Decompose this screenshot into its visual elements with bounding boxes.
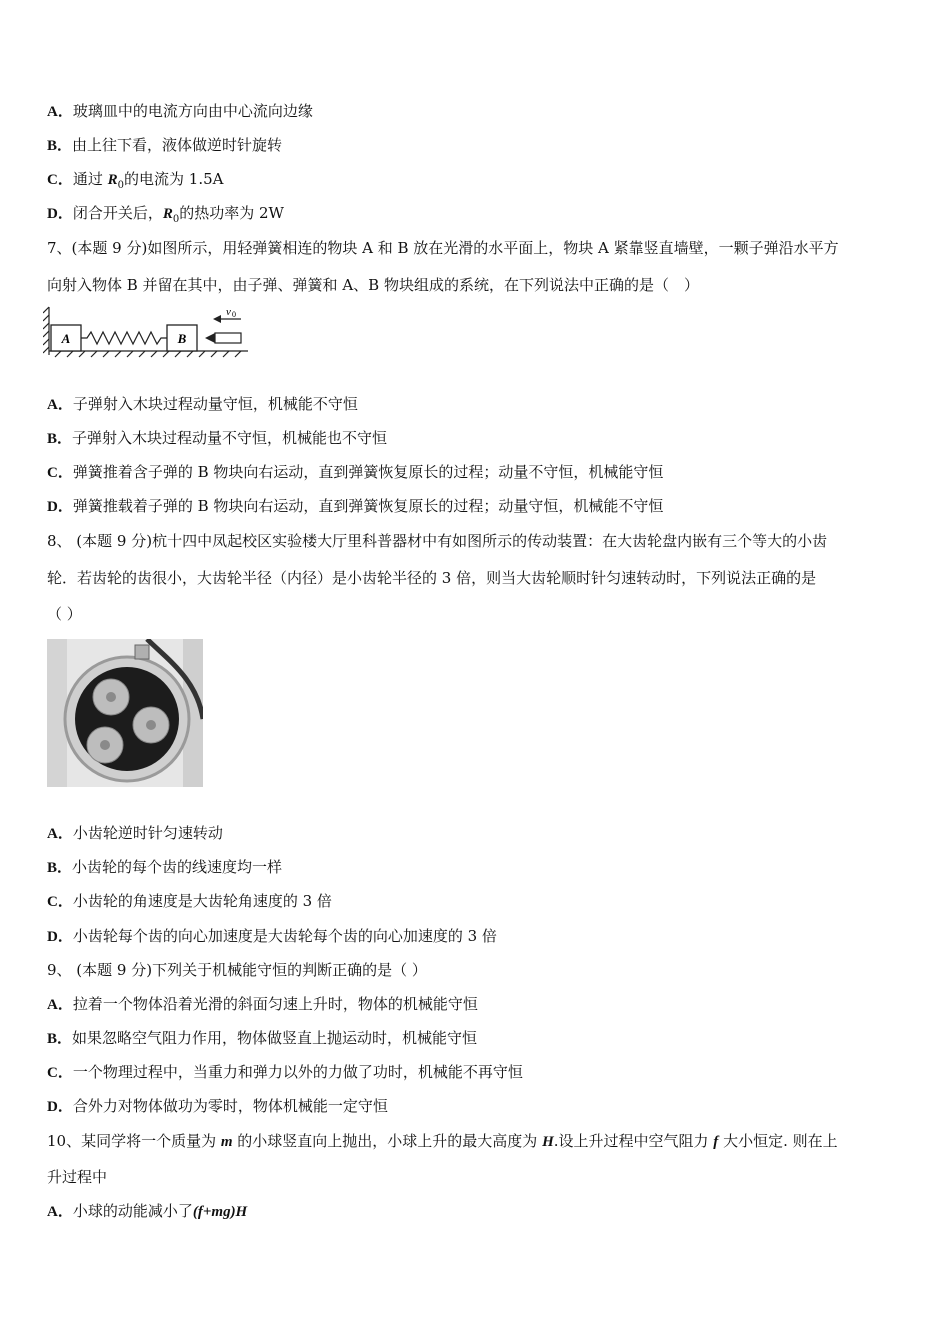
block-b-label: B: [177, 331, 187, 346]
block-a-label: A: [61, 331, 71, 346]
wall: [43, 307, 49, 355]
q9-stem: 9、 (本题 9 分)下列关于机械能守恒的判断正确的是（ ）: [47, 961, 427, 979]
q6-option-b: B．由上往下看，液体做逆时针旋转: [47, 136, 283, 154]
q9-option-b: B．如果忽略空气阻力作用，物体做竖直上抛运动时，机械能守恒: [47, 1029, 478, 1047]
q7-stem-line1: 7、(本题 9 分)如图所示，用轻弹簧相连的物块 A 和 B 放在光滑的水平面上，物块 A 紧靠竖直墙壁，一颗子弹沿水平方: [47, 239, 839, 257]
spring-block-diagram: [43, 305, 253, 360]
q9-option-c: C．一个物理过程中，当重力和弹力以外的力做了功时，机械能不再守恒: [47, 1063, 523, 1081]
q6-option-c: C．通过 $R_0$的电流为 1.5A: [47, 170, 224, 191]
q8-stem-line3: （ ）: [47, 605, 82, 623]
floor: [49, 351, 248, 357]
velocity-sub: 0: [232, 310, 236, 319]
q9-option-d: D．合外力对物体做功为零时，物体机械能一定守恒: [47, 1097, 388, 1115]
q7-option-a: A．子弹射入木块过程动量守恒，机械能不守恒: [47, 395, 358, 413]
q10-stem-line1: 10、某同学将一个质量为 m 的小球竖直向上抛出，小球上升的最大高度为 H.设上升过程中空气阻力 f 大小恒定. 则在上: [47, 1132, 838, 1150]
bullet: [205, 333, 241, 343]
q10-option-a: A．小球的动能减小了(f+mg)H: [47, 1202, 248, 1220]
q7-option-b: B．子弹射入木块过程动量不守恒，机械能也不守恒: [47, 429, 388, 447]
spring: [81, 332, 167, 344]
q8-option-a: A．小齿轮逆时针匀速转动: [47, 824, 223, 842]
q8-option-c: C．小齿轮的角速度是大齿轮角速度的 3 倍: [47, 892, 332, 910]
q7-stem-line2: 向射入物体 B 并留在其中，由子弹、弹簧和 A、B 物块组成的系统，在下列说法中正确的是（ ）: [47, 276, 699, 294]
q6-option-d: D．闭合开关后，$R_0$的热功率为 2W: [47, 204, 284, 225]
q8-stem-line1: 8、 (本题 9 分)杭十四中凤起校区实验楼大厅里科普器材中有如图所示的传动装置：在大齿轮盘内嵌有三个等大的小齿: [47, 532, 828, 550]
q8-option-d: D．小齿轮每个齿的向心加速度是大齿轮每个齿的向心加速度的 3 倍: [47, 927, 497, 945]
q8-stem-line2: 轮．若齿轮的齿很小，大齿轮半径（内径）是小齿轮半径的 3 倍，则当大齿轮顺时针匀速转动时，下列说法正确的是: [47, 569, 817, 587]
q7-option-d: D．弹簧推载着子弹的 B 物块向右运动，直到弹簧恢复原长的过程；动量守恒，机械能不守恒: [47, 497, 664, 515]
mount: [135, 645, 149, 659]
velocity-label: v: [226, 306, 231, 318]
gear-photo: [47, 639, 203, 787]
q8-option-b: B．小齿轮的每个齿的线速度均一样: [47, 858, 283, 876]
q9-option-a: A．拉着一个物体沿着光滑的斜面匀速上升时，物体的机械能守恒: [47, 995, 478, 1013]
q7-option-c: C．弹簧推着含子弹的 B 物块向右运动，直到弹簧恢复原长的过程；动量不守恒，机械能守恒: [47, 463, 664, 481]
q10-stem-line2: 升过程中: [47, 1168, 108, 1186]
q6-option-a: A．玻璃皿中的电流方向由中心流向边缘: [47, 102, 313, 120]
